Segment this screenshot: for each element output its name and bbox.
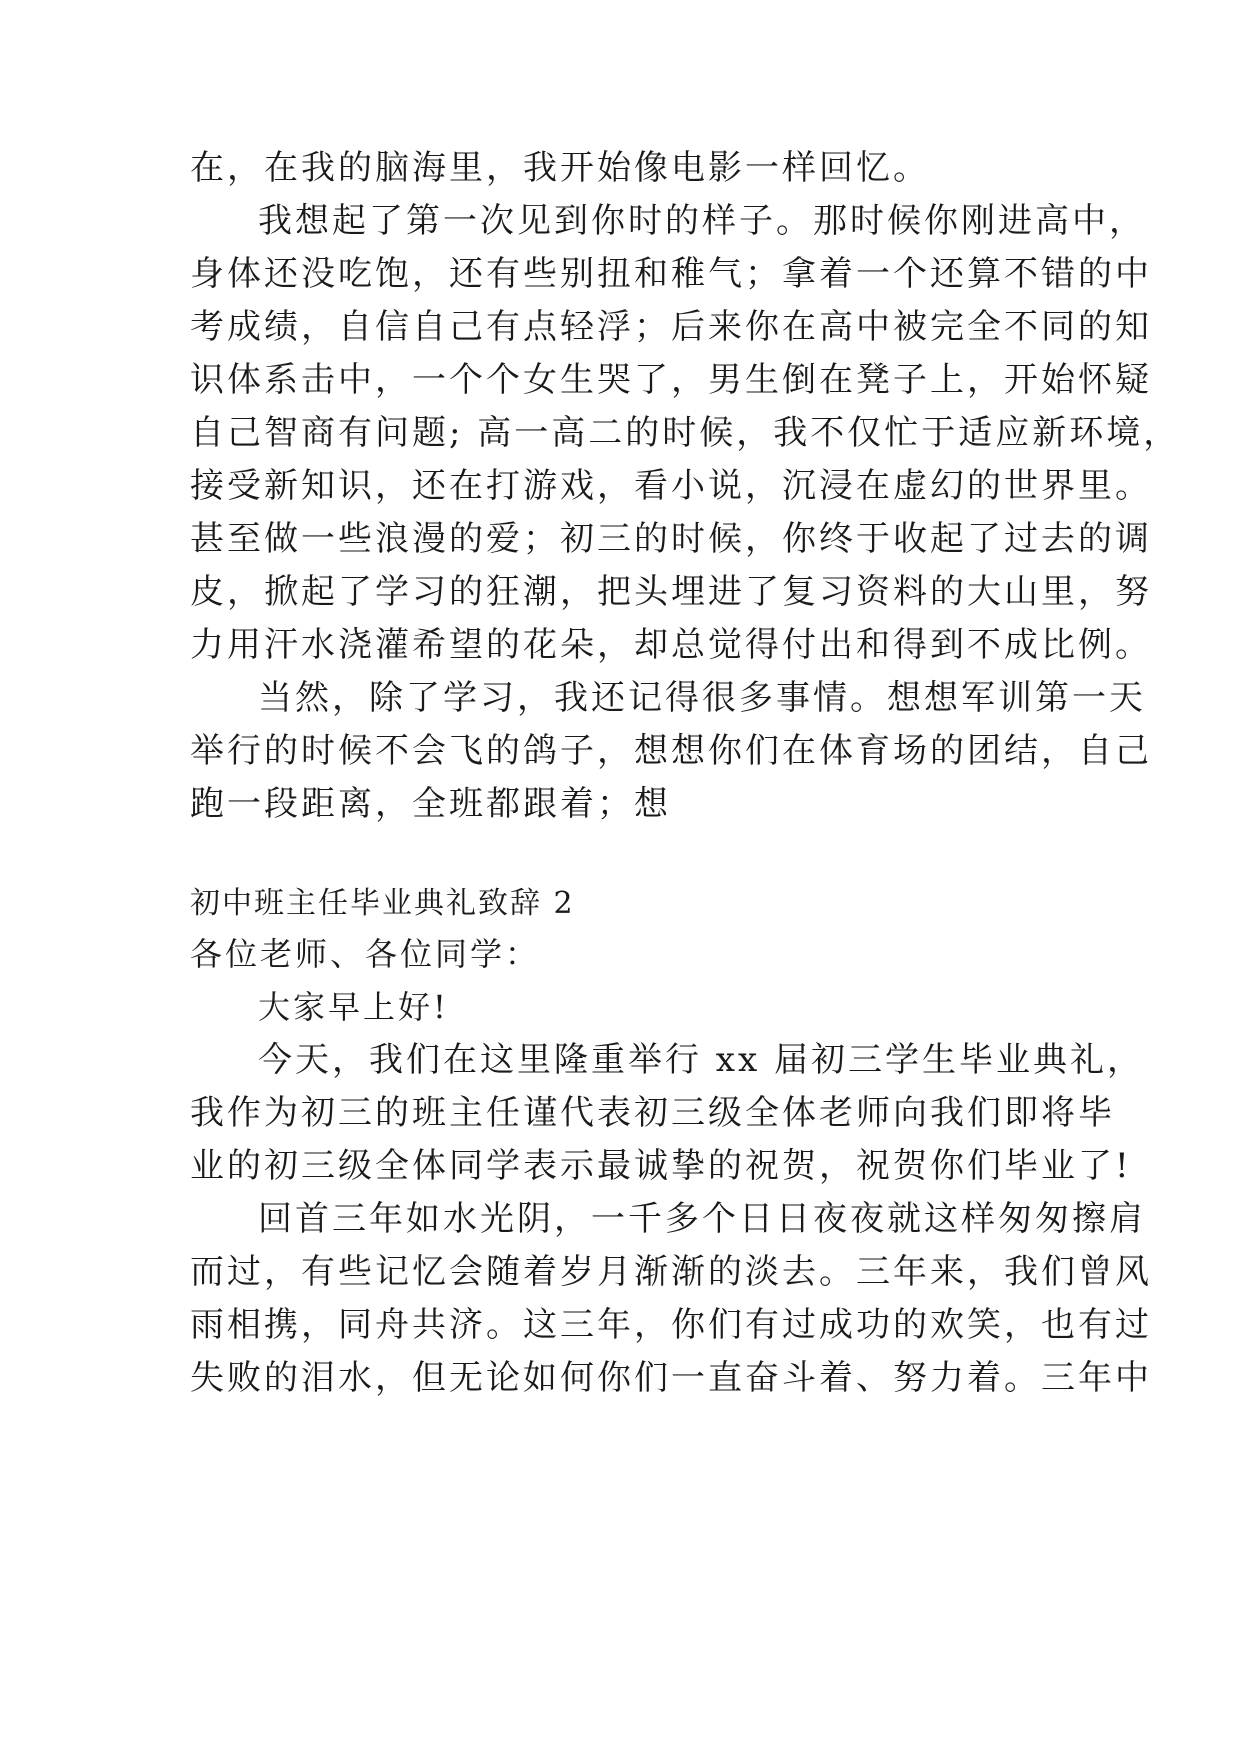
- paragraph-line: 我作为初三的班主任谨代表初三级全体老师向我们即将毕: [190, 1093, 1115, 1133]
- paragraph-line: 当然，除了学习，我还记得很多事情。想想军训第一天: [258, 678, 1146, 718]
- section-title: 初中班主任毕业典礼致辞 2: [190, 886, 575, 921]
- paragraph-line: 失败的泪水，但无论如何你们一直奋斗着、努力着。三年中: [190, 1358, 1152, 1398]
- paragraph-line: 业的初三级全体同学表示最诚挚的祝贺，祝贺你们毕业了!: [190, 1146, 1132, 1186]
- paragraph-line: 接受新知识，还在打游戏，看小说，沉浸在虚幻的世界里。: [190, 466, 1152, 506]
- paragraph-line: 力用汗水浇灌希望的花朵，却总觉得付出和得到不成比例。: [190, 625, 1152, 665]
- paragraph-line: 举行的时候不会飞的鸽子，想想你们在体育场的团结，自己: [190, 731, 1152, 771]
- paragraph-line: 识体系击中，一个个女生哭了，男生倒在凳子上，开始怀疑: [190, 360, 1152, 400]
- paragraph-line: 皮，掀起了学习的狂潮，把头埋进了复习资料的大山里，努: [190, 572, 1152, 612]
- paragraph-line: 而过，有些记忆会随着岁月渐渐的淡去。三年来，我们曾风: [190, 1252, 1152, 1292]
- paragraph-line: 雨相携，同舟共济。这三年，你们有过成功的欢笑，也有过: [190, 1305, 1152, 1345]
- salutation: 各位老师、各位同学：: [190, 935, 541, 973]
- paragraph-line: 自己智商有问题; 高一高二的时候，我不仅忙于适应新环境，: [190, 413, 1181, 453]
- paragraph-line: 身体还没吃饱，还有些别扭和稚气；拿着一个还算不错的中: [190, 254, 1152, 294]
- paragraph-line: 在，在我的脑海里，我开始像电影一样回忆。: [190, 148, 930, 188]
- paragraph-line: 我想起了第一次见到你时的样子。那时候你刚进高中，: [258, 201, 1146, 241]
- paragraph-line: 甚至做一些浪漫的爱；初三的时候，你终于收起了过去的调: [190, 519, 1152, 559]
- paragraph-line: 跑一段距离，全班都跟着；想: [190, 784, 671, 824]
- paragraph-line: 今天，我们在这里隆重举行 xx 届初三学生毕业典礼，: [258, 1040, 1144, 1080]
- greeting: 大家早上好!: [258, 988, 449, 1026]
- paragraph-line: 考成绩，自信自己有点轻浮；后来你在高中被完全不同的知: [190, 307, 1152, 347]
- paragraph-line: 回首三年如水光阴，一千多个日日夜夜就这样匆匆擦肩: [258, 1199, 1146, 1239]
